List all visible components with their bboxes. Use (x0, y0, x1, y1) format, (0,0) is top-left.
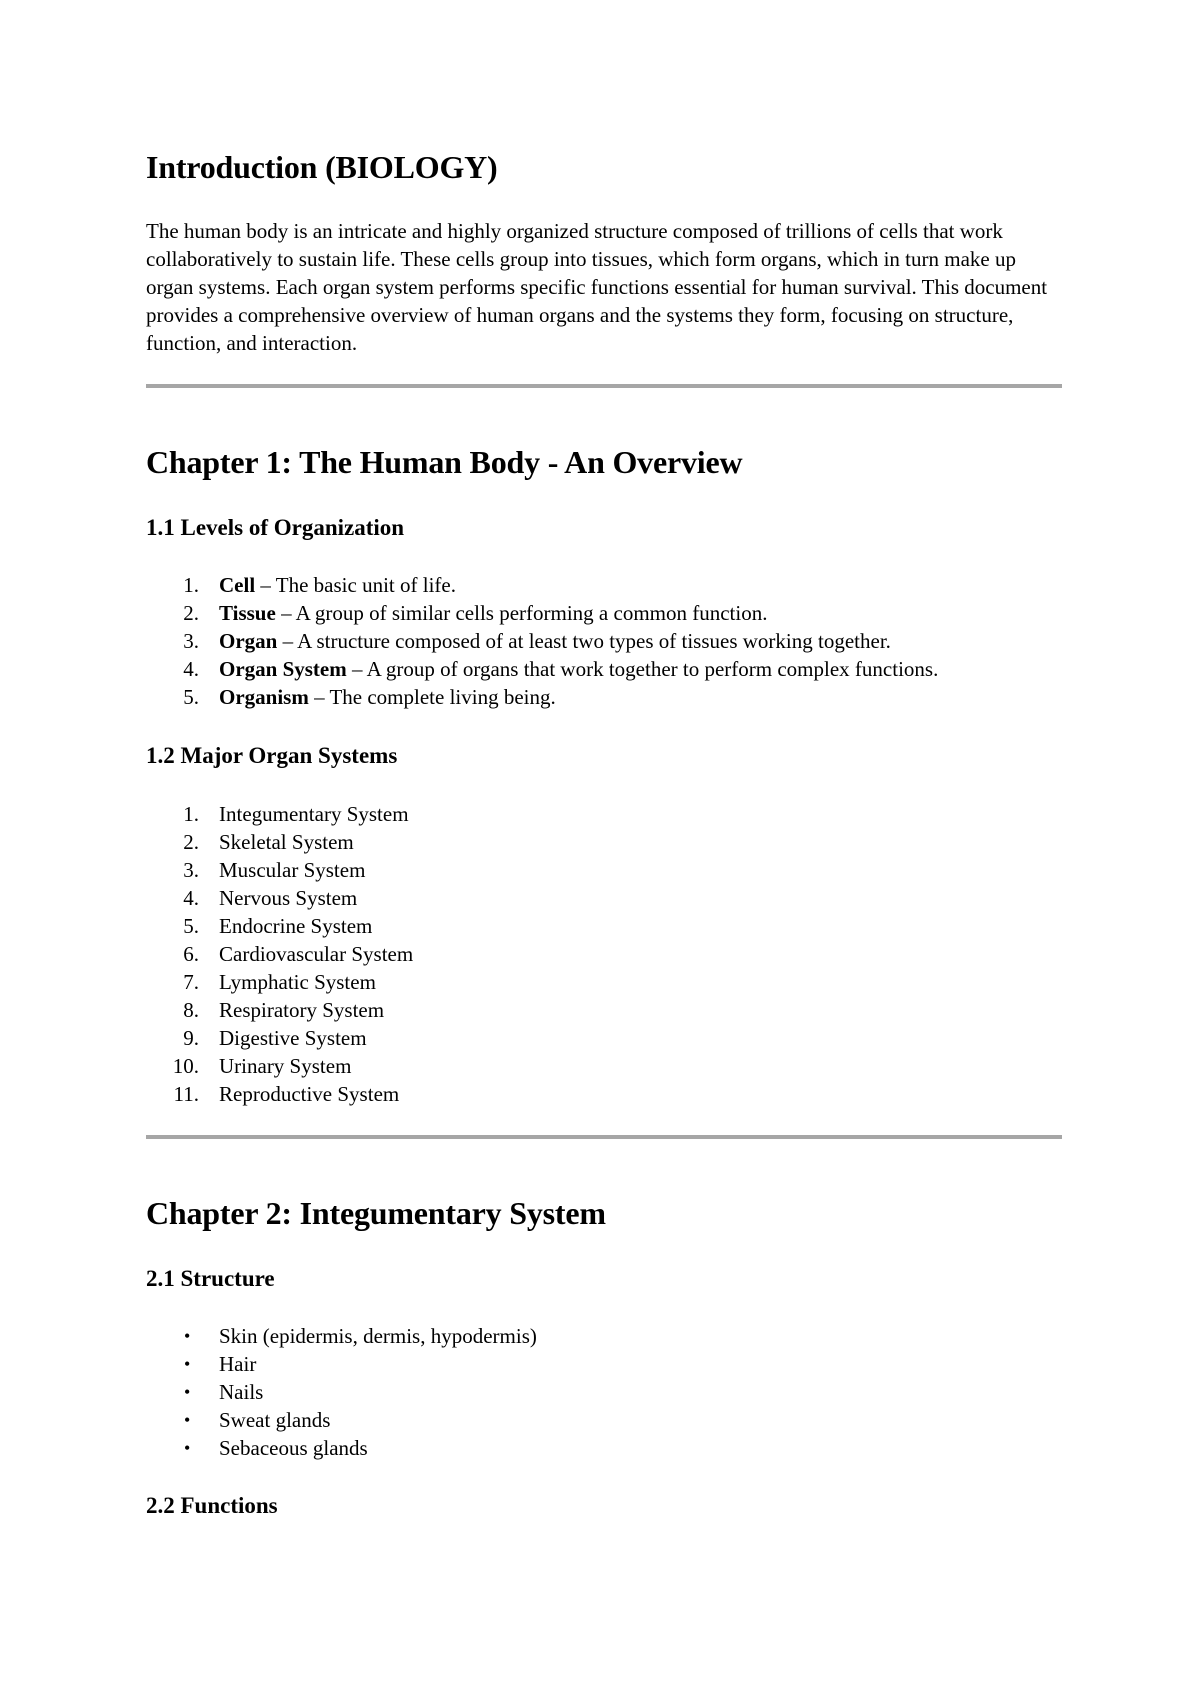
item-text: Muscular System (219, 858, 366, 882)
term: Tissue (219, 601, 276, 625)
list-item (146, 627, 938, 655)
section-divider (146, 1135, 1062, 1139)
list-number: 2. (183, 601, 199, 625)
bullet-icon: • (184, 1410, 191, 1430)
bullet-icon: • (184, 1382, 191, 1402)
list-item (146, 884, 413, 912)
item-text: Urinary System (219, 1054, 352, 1078)
term-description: – A group of organs that work together to perform complex functions. (346, 657, 939, 681)
term: Organ (219, 629, 278, 653)
item-text: Hair (219, 1352, 257, 1376)
list-item (146, 683, 938, 711)
intro-paragraph: The human body is an intricate and highly organized structure composed of trillions of cells that work collaboratively to sustain life. These cells group into tissues, which form organs, which in turn make up organ systems. Each organ system performs specific functions essential for human survival. This document provides a comprehensive overview of human organs and the systems they form, focusing on structure, function, and interaction. (146, 219, 1048, 355)
item-text: Skeletal System (219, 830, 354, 854)
list-item (146, 1350, 537, 1378)
list-number: 2. (183, 830, 199, 854)
list-item (146, 571, 938, 599)
term: Organism (219, 685, 309, 709)
section-2-2-heading: 2.2 Functions (146, 1493, 278, 1518)
item-text: Integumentary System (219, 802, 409, 826)
list-number: 7. (183, 970, 199, 994)
chapter2-title: Chapter 2: Integumentary System (146, 1195, 606, 1231)
bullet-icon: • (184, 1438, 191, 1458)
list-number: 9. (183, 1026, 199, 1050)
list-number: 6. (183, 942, 199, 966)
list-item (146, 856, 413, 884)
list-number: 5. (183, 685, 199, 709)
section-divider (146, 384, 1062, 388)
list-item (146, 1052, 413, 1080)
list-number: 11. (173, 1082, 199, 1106)
item-text: Nervous System (219, 886, 358, 910)
item-text: Cardiovascular System (219, 942, 414, 966)
list-item (146, 599, 938, 627)
list-item (146, 940, 413, 968)
list-item (146, 1024, 413, 1052)
list-number: 5. (183, 914, 199, 938)
section-2-1-heading: 2.1 Structure (146, 1266, 275, 1291)
term: Cell (219, 573, 256, 597)
section-1-1-heading: 1.1 Levels of Organization (146, 515, 405, 540)
list-number: 3. (183, 858, 199, 882)
list-item (146, 828, 413, 856)
list-item (146, 1378, 537, 1406)
bullet-icon: • (184, 1354, 191, 1374)
item-text: Nails (219, 1380, 264, 1404)
item-text: Respiratory System (219, 998, 385, 1022)
list-item (146, 1434, 537, 1462)
list-item (146, 655, 938, 683)
structure-list (146, 1322, 537, 1462)
list-item (146, 996, 413, 1024)
list-item (146, 912, 413, 940)
list-item (146, 968, 413, 996)
item-text: Digestive System (219, 1026, 367, 1050)
bullet-icon: • (184, 1326, 191, 1346)
list-number: 10. (172, 1054, 199, 1078)
item-text: Sebaceous glands (219, 1436, 368, 1460)
term-description: – A structure composed of at least two types of tissues working together. (277, 629, 891, 653)
item-text: Reproductive System (219, 1082, 400, 1106)
chapter1-title: Chapter 1: The Human Body - An Overview (146, 444, 743, 480)
list-item (146, 800, 413, 828)
item-text: Sweat glands (219, 1408, 331, 1432)
term-description: – The basic unit of life. (255, 573, 456, 597)
list-item (146, 1080, 413, 1108)
list-number: 8. (183, 998, 199, 1022)
list-number: 4. (183, 886, 199, 910)
intro-title: Introduction (BIOLOGY) (146, 149, 498, 185)
item-text: Skin (epidermis, dermis, hypodermis) (219, 1324, 537, 1348)
term: Organ System (219, 657, 347, 681)
term-description: – The complete living being. (308, 685, 556, 709)
list-number: 1. (183, 802, 199, 826)
list-item (146, 1406, 537, 1434)
list-number: 3. (183, 629, 199, 653)
organ-systems-list (146, 800, 413, 1108)
section-1-2-heading: 1.2 Major Organ Systems (146, 743, 398, 768)
item-text: Endocrine System (219, 914, 373, 938)
list-item (146, 1322, 537, 1350)
list-number: 4. (183, 657, 199, 681)
levels-of-organization-list (146, 571, 938, 711)
list-number: 1. (183, 573, 199, 597)
term-description: – A group of similar cells performing a common function. (275, 601, 768, 625)
item-text: Lymphatic System (219, 970, 376, 994)
